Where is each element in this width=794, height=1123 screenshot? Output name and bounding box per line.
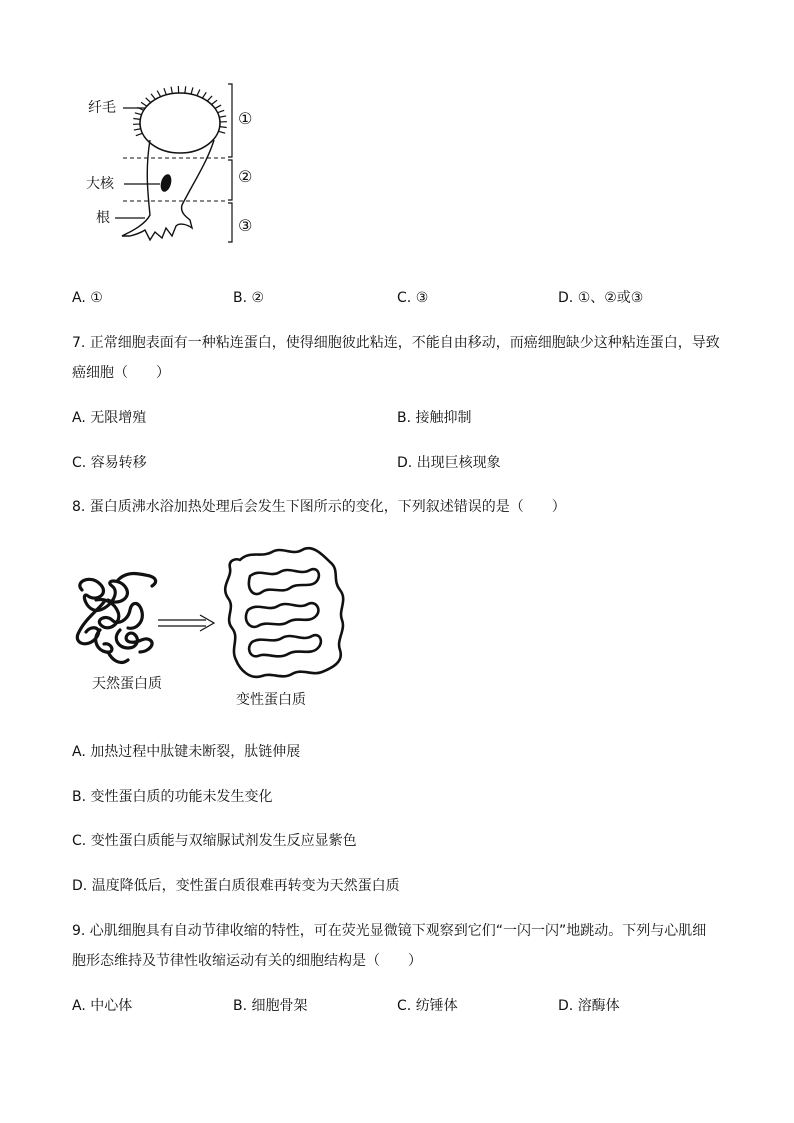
option-letter: D.	[397, 455, 413, 471]
q8-option-c[interactable]	[72, 834, 357, 848]
cilium-tick	[133, 118, 140, 119]
q7-option-a[interactable]	[72, 411, 146, 425]
arrow-head	[200, 615, 214, 631]
cilium-tick	[197, 89, 200, 95]
option-letter: A.	[72, 290, 86, 306]
option-letter: C.	[397, 998, 412, 1014]
cell-body-outline	[122, 140, 214, 240]
cilium-tick	[218, 110, 225, 112]
cilium-tick	[215, 105, 221, 108]
option-text: ①、②或③	[577, 290, 644, 306]
option-letter: D.	[558, 998, 574, 1014]
label-native-protein: 天然蛋白质	[92, 676, 162, 692]
option-letter: A.	[72, 998, 86, 1014]
cilium-tick	[134, 129, 141, 130]
option-letter: D.	[72, 878, 88, 894]
option-letter: A.	[72, 410, 86, 426]
label-cilia: 纤毛	[88, 100, 116, 116]
option-text: 中心体	[90, 998, 133, 1014]
label-denatured-protein: 变性蛋白质	[236, 692, 306, 708]
stentor-cell-drawing	[0, 0, 794, 260]
option-text: 温度降低后，变性蛋白质很难再转变为天然蛋白质	[91, 878, 400, 894]
option-text: ③	[415, 290, 429, 306]
denatured-protein-coil	[225, 548, 343, 677]
cilium-tick	[136, 133, 143, 135]
cilium-tick	[135, 113, 142, 115]
option-text: 纺锤体	[415, 998, 458, 1014]
q6-option-b[interactable]	[233, 291, 264, 305]
option-text: 溶酶体	[577, 998, 620, 1014]
q7-stem-line-1: 7. 正常细胞表面有一种粘连蛋白，使得细胞彼此粘连，不能自由移动，而癌细胞缺少这种粘连蛋白，导致	[72, 335, 720, 351]
option-text: 加热过程中肽键未断裂，肽链伸展	[90, 744, 301, 760]
cilium-tick	[151, 94, 155, 100]
cilium-tick	[185, 86, 186, 93]
q9-stem-line-2: 胞形态维持及节律性收缩运动有关的细胞结构是（ ）	[72, 953, 422, 969]
option-text: 细胞骨架	[251, 998, 308, 1014]
option-text: 接触抑制	[415, 410, 472, 426]
cilium-tick	[171, 87, 172, 94]
q7-stem-line-2: 癌细胞（ ）	[72, 365, 170, 381]
q9-option-b[interactable]	[233, 999, 308, 1013]
label-macronucleus: 大核	[86, 176, 114, 192]
cilium-tick	[218, 131, 225, 133]
q9-stem-line-1: 9. 心肌细胞具有自动节律收缩的特性，可在荧光显微镜下观察到它们“一闪一闪”地跳动。下列与心肌细	[72, 923, 707, 939]
option-text: ②	[251, 290, 265, 306]
q7-option-b[interactable]	[397, 411, 472, 425]
macronucleus-shape	[159, 173, 173, 193]
q8-option-a[interactable]	[72, 745, 300, 759]
native-protein-tangle	[77, 574, 155, 663]
protein-denaturation-figure	[0, 540, 794, 740]
option-letter: B.	[233, 290, 248, 306]
q6-option-a[interactable]	[72, 291, 103, 305]
cilium-tick	[141, 102, 147, 106]
cilium-tick	[157, 91, 160, 97]
q9-option-d[interactable]	[558, 999, 620, 1013]
option-text: 变性蛋白质的功能未发生变化	[90, 789, 273, 805]
option-letter: C.	[72, 455, 87, 471]
label-part-3: ③	[238, 216, 253, 235]
cell-head-ellipse	[140, 93, 220, 153]
q8-option-b[interactable]	[72, 790, 273, 804]
option-letter: B.	[397, 410, 412, 426]
option-letter: B.	[233, 998, 248, 1014]
q6-option-d[interactable]	[558, 291, 643, 305]
option-letter: A.	[72, 744, 86, 760]
cilium-tick	[146, 98, 151, 103]
cilium-tick	[220, 127, 227, 128]
cilium-tick	[164, 88, 166, 95]
option-text: 无限增殖	[90, 410, 147, 426]
option-text: 出现巨核现象	[416, 455, 501, 471]
option-text: 容易转移	[90, 455, 147, 471]
option-letter: B.	[72, 789, 87, 805]
bracket-2	[228, 160, 232, 200]
cilium-tick	[219, 116, 226, 117]
q7-option-d[interactable]	[397, 456, 501, 470]
label-part-2: ②	[238, 167, 253, 186]
q8-stem: 8. 蛋白质沸水浴加热处理后会发生下图所示的变化，下列叙述错误的是（ ）	[72, 499, 566, 515]
bracket-3	[228, 203, 232, 242]
q6-option-c[interactable]	[397, 291, 428, 305]
option-letter: C.	[72, 833, 87, 849]
cilium-tick	[207, 96, 212, 101]
option-text: ①	[90, 290, 103, 306]
bracket-1	[228, 84, 232, 157]
option-letter: C.	[397, 290, 412, 306]
q9-option-a[interactable]	[72, 999, 132, 1013]
cilium-tick	[212, 100, 218, 104]
cilium-tick	[202, 92, 206, 98]
label-root: 根	[96, 210, 110, 226]
cilium-tick	[191, 87, 193, 94]
q7-option-c[interactable]	[72, 456, 147, 470]
q9-option-c[interactable]	[397, 999, 458, 1013]
option-letter: D.	[558, 290, 574, 306]
label-part-1: ①	[238, 109, 253, 128]
q8-option-d[interactable]	[72, 879, 400, 893]
option-text: 变性蛋白质能与双缩脲试剂发生反应显紫色	[90, 833, 357, 849]
